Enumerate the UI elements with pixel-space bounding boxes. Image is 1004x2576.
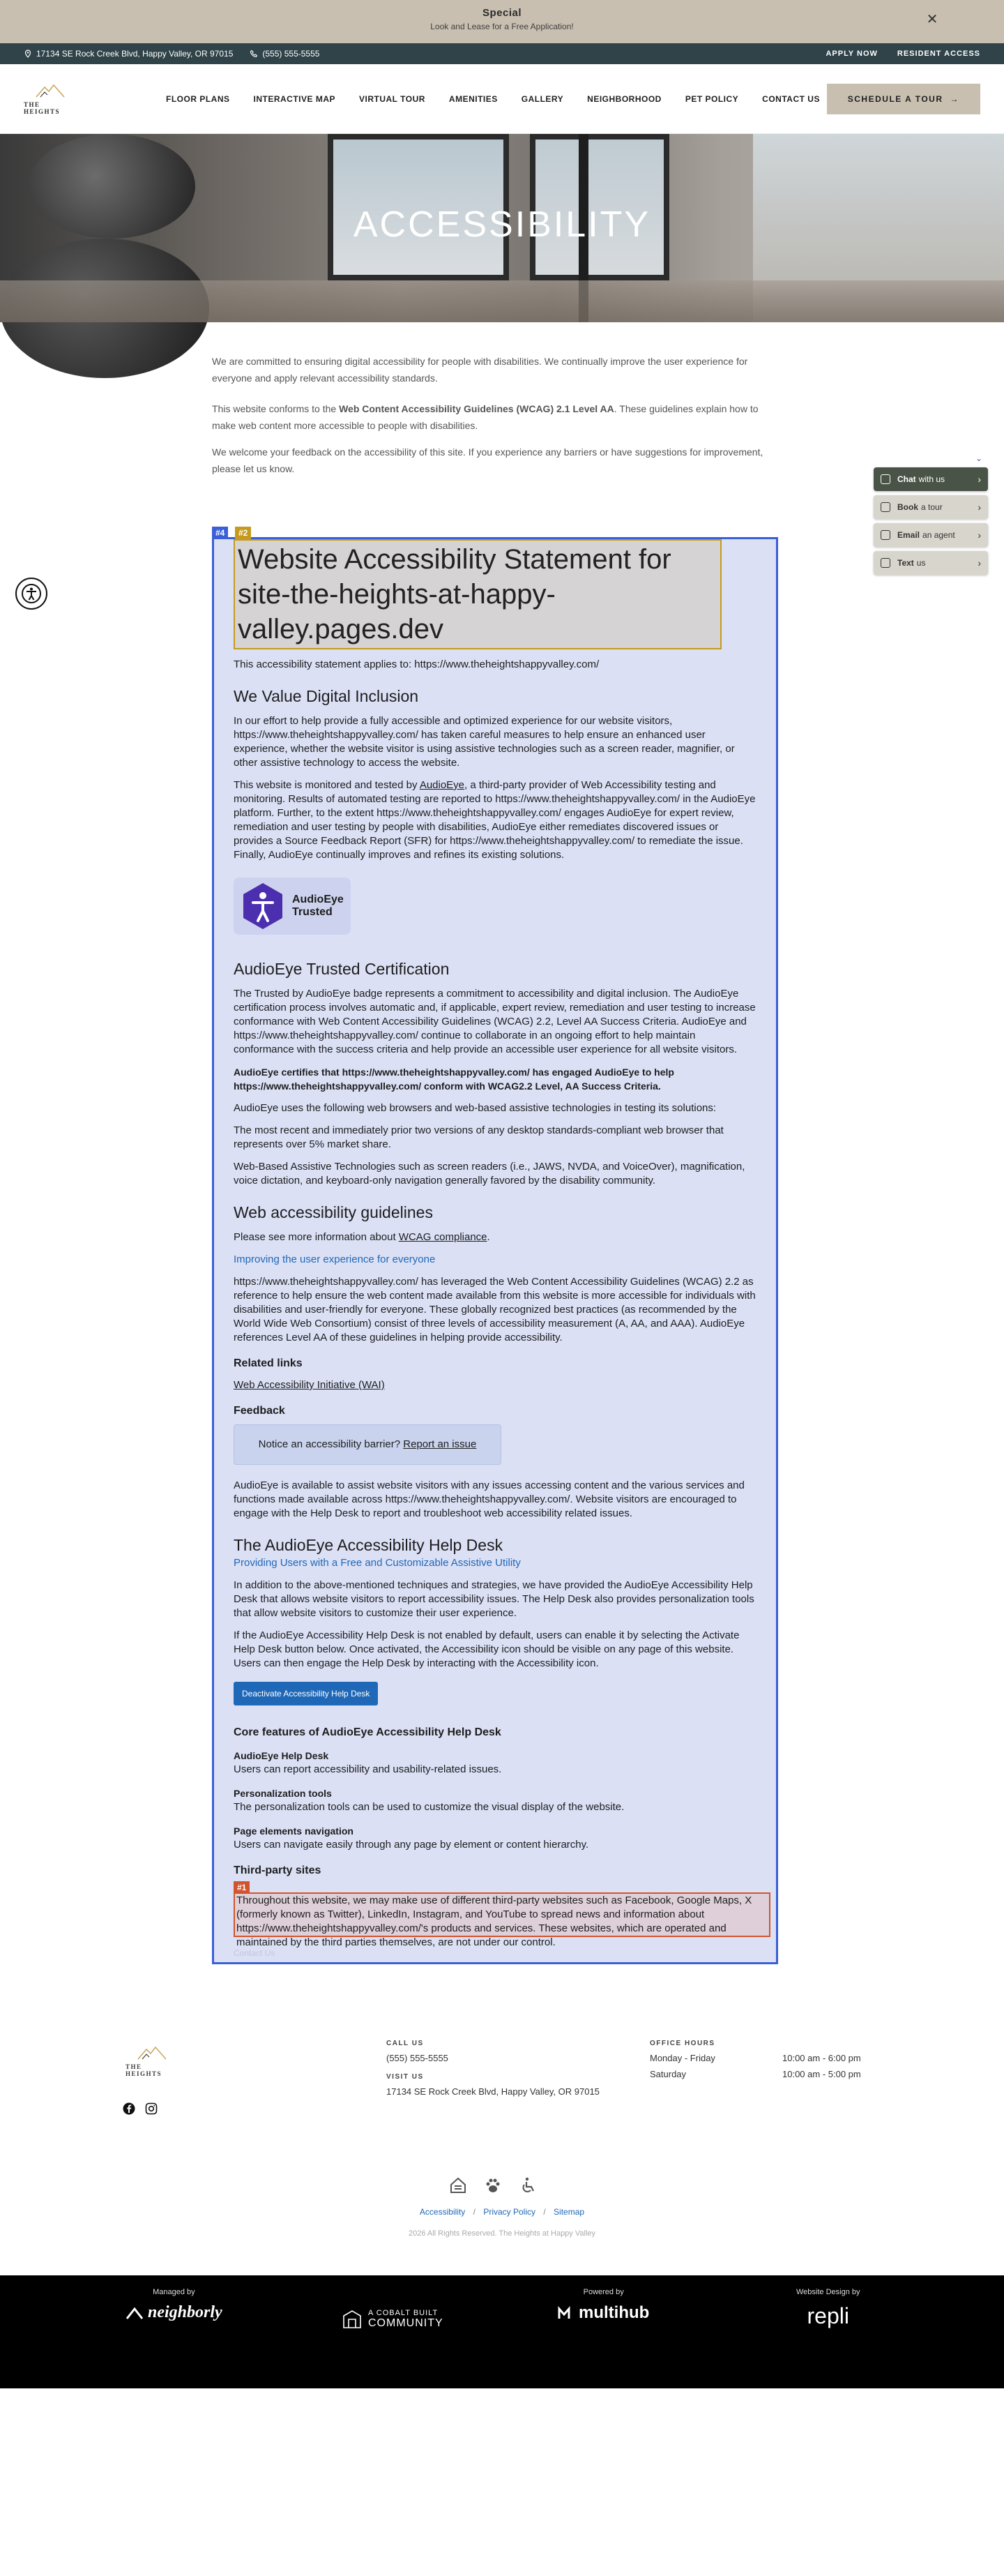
third-party-highlight <box>234 1883 770 1948</box>
repli-name: repli <box>807 2303 849 2328</box>
hours-row <box>650 2053 873 2063</box>
heading-feedback: Feedback <box>234 1405 285 1417</box>
logo-text: THE HEIGHTS <box>24 100 61 115</box>
notice-text: Notice an accessibility barrier? <box>258 1438 404 1450</box>
heading-digital-inclusion: We Value Digital Inclusion <box>234 687 419 705</box>
feature-personalization-text: The personalization tools can be used to customize the visual display of the website. <box>234 1801 625 1813</box>
phone-icon <box>250 50 258 58</box>
location-pin-icon <box>24 50 32 58</box>
arrow-right-icon: → <box>950 93 959 104</box>
email-agent-button[interactable] <box>874 523 988 547</box>
accessibility-toggle[interactable] <box>15 578 47 610</box>
monitor-text-2: , a third-party provider of Web Accessibility testing and monitoring. Results of automated testing are reported to https://www.theheightshappyvalley.com/ in the AudioEye platform. Further, to the extent https://www.theheightshappyvalley.com/ engages AudioEye for expert review, remediation and user testing by people with disabilities, AudioEye either remediates discovered issues or provides a Source Feedback Report (SFR) for https://www.theheightshappyvalley.com/ to remediate the issue. Finally, AudioEye continually improves and refines its existing solutions. <box>234 779 756 861</box>
audioeye-link[interactable]: AudioEye <box>419 779 465 791</box>
help-desk-subtitle: Providing Users with a Free and Customizable Assistive Utility <box>234 1557 521 1569</box>
announcement-subtitle: Look and Lease for a Free Application! <box>430 22 574 31</box>
call-us-heading: CALL US <box>386 2040 424 2047</box>
managed-by[interactable] <box>126 2288 222 2322</box>
nav-amenities[interactable]: AMENITIES <box>448 93 498 104</box>
footer-sitemap-link[interactable]: Sitemap <box>554 2207 585 2217</box>
third-party-paragraph: Throughout this website, we may make use of different third-party websites such as Facebook, Google Maps, X (formerly known as Twitter), LinkedIn, Instagram, and YouTube to spread news and information about https://www.theheightshappyvalley.com/'s products and services. These websites, which are operated and maintained by the third parties themselves, are not under our control. <box>236 1895 752 1948</box>
feature-help-desk-text: Users can report accessibility and usability-related issues. <box>234 1763 502 1775</box>
book-label: a tour <box>921 502 943 512</box>
enable-paragraph: If the AudioEye Accessibility Help Desk is not enabled by default, users can enable it by selecting the Activate Help Desk button below. Once activated, the Accessibility icon should be visible on any page of this website. Users can then engage the Help Desk by interacting with the Accessibility icon. <box>234 1629 740 1669</box>
instagram-icon[interactable] <box>145 2102 158 2115</box>
highlight-tag-2: #2 <box>235 527 251 539</box>
close-icon[interactable]: ✕ <box>926 12 938 27</box>
inclusion-paragraph: In our effort to help provide a fully accessible and optimized experience for our website visitors, https://www.theheightshappyvalley.com/ has taken careful measures to help ensure an enhanced user experience, whether the website visitor is using assistive technologies such as a screen reader, magnifier, or other assistive technology to access the website. <box>234 715 735 769</box>
chat-icon <box>881 474 890 484</box>
hero-banner <box>0 134 1004 322</box>
design-by[interactable] <box>796 2288 860 2329</box>
browsers-paragraph: AudioEye uses the following web browsers and web-based assistive technologies in testing its solutions: <box>234 1102 717 1114</box>
help-desk-paragraph: In addition to the above-mentioned techniques and strategies, we have provided the AudioEye Accessibility Help Desk that allows website visitors to report accessibility issues. The Help Desk also provides personalization tools that allow website visitors to customize their user experience. <box>234 1579 754 1619</box>
phone-text: (555) 555-5555 <box>262 49 320 59</box>
link-separator: / <box>473 2207 476 2217</box>
heading-guidelines: Web accessibility guidelines <box>234 1203 433 1221</box>
address-item[interactable] <box>24 49 233 59</box>
chevron-right-icon: › <box>978 502 981 513</box>
hours-day: Monday - Friday <box>650 2053 715 2063</box>
logo-mountain-icon <box>35 83 66 98</box>
footer-privacy-link[interactable]: Privacy Policy <box>483 2207 535 2217</box>
heading-trusted-cert: AudioEye Trusted Certification <box>234 960 450 978</box>
audioeye-trusted-badge[interactable] <box>234 878 351 935</box>
recent-browsers-paragraph: The most recent and immediately prior two versions of any desktop standards-compliant web browser that represents over 5% market share. <box>234 1124 724 1150</box>
chevron-down-icon[interactable]: ⌄ <box>975 453 982 463</box>
hours-time: 10:00 am - 5:00 pm <box>782 2069 861 2079</box>
multihub-logo-icon <box>558 2306 575 2320</box>
text-label: us <box>916 558 926 568</box>
conformance-text-2: . These guidelines explain how to make web content more accessible to people with disabilities. <box>212 403 759 431</box>
feature-personalization-title: Personalization tools <box>234 1788 332 1799</box>
partners-bar <box>0 2275 1004 2388</box>
leveraged-paragraph: https://www.theheightshappyvalley.com/ has leveraged the Web Content Accessibility Guidelines (WCAG) 2.2 as reference to help ensure the web content made available from this website is more accessible for individuals with disabilities and user-friendly for everyone. These globally recognized best practices (as recommended by the World Wide Web Consortium) consist of three levels of accessibility measurement (A, AA, and AAA). AudioEye references Level AA of these guidelines in helping provide accessibility. <box>234 1276 756 1343</box>
feature-navigation-title: Page elements navigation <box>234 1825 353 1837</box>
footer-phone[interactable]: (555) 555-5555 <box>386 2053 448 2063</box>
nav-contact-us[interactable]: CONTACT US <box>762 93 820 104</box>
cert-bold-paragraph: AudioEye certifies that https://www.theheightshappyvalley.com/ has engaged AudioEye to help https://www.theheightshappyvalley.com/ conform with WCAG2.2 Level, AA Success Criteria. <box>234 1067 674 1092</box>
neighborly-name: neighborly <box>148 2303 222 2321</box>
address-text: 17134 SE Rock Creek Blvd, Happy Valley, OR 97015 <box>36 49 234 59</box>
accessibility-icon <box>21 583 42 604</box>
info-bar <box>0 43 1004 64</box>
cobalt-community[interactable] <box>342 2309 443 2330</box>
footer-address[interactable]: 17134 SE Rock Creek Blvd, Happy Valley, OR 97015 <box>386 2086 600 2097</box>
cert-paragraph: The Trusted by AudioEye badge represents a commitment to accessibility and digital inclusion. The AudioEye certification process involves automatic and, if applicable, expert review, remediation and user testing to increase conformance with Web Content Accessibility Guidelines (WCAG) 2.2, Level AA Success Criteria. AudioEye and https://www.theheightshappyvalley.com/ continue to collaborate in an ongoing effort to help maintain conformance with the success criteria and help provide an accessible user experience for all website visitors. <box>234 988 756 1055</box>
multihub-name: multihub <box>579 2303 650 2322</box>
chevron-right-icon: › <box>978 529 981 541</box>
footer-accessibility-link[interactable]: Accessibility <box>419 2207 466 2217</box>
managed-by-label: Managed by <box>153 2288 195 2296</box>
hero-image-floor <box>0 280 1004 322</box>
improving-subtitle: Improving the user experience for everyone <box>234 1253 436 1265</box>
more-info-paragraph <box>234 1230 756 1244</box>
office-hours <box>650 2040 873 2085</box>
heading-third-party: Third-party sites <box>234 1865 321 1876</box>
footer-logo-text: THE HEIGHTS <box>126 2063 162 2077</box>
design-by-label: Website Design by <box>796 2288 860 2296</box>
copyright: 2026 All Rights Reserved. The Heights at Happy Valley <box>408 2229 596 2238</box>
hours-time: 10:00 am - 6:00 pm <box>782 2053 861 2063</box>
email-label: an agent <box>922 530 955 540</box>
announcement-title: Special <box>482 7 522 19</box>
highlight-tag-1: #1 <box>234 1881 250 1894</box>
office-hours-heading: OFFICE HOURS <box>650 2040 715 2047</box>
intro-paragraph-1: We are committed to ensuring digital accessibility for people with disabilities. We continually improve the user experience for everyone and apply relevant accessibility standards. <box>212 356 748 384</box>
heading-related-links: Related links <box>234 1357 303 1369</box>
accessibility-statement <box>212 528 778 1964</box>
powered-by[interactable] <box>558 2288 649 2323</box>
cobalt-name: COMMUNITY <box>368 2317 443 2329</box>
chat-label: with us <box>918 474 945 484</box>
wcag-standard: Web Content Accessibility Guidelines (WCAG) 2.1 Level AA <box>339 403 614 414</box>
feature-navigation-text: Users can navigate easily through any page by element or content hierarchy. <box>234 1839 589 1851</box>
heading-help-desk: The AudioEye Accessibility Help Desk <box>234 1536 503 1554</box>
conformance-text: This website conforms to the <box>212 403 340 414</box>
footer-logo[interactable] <box>126 2045 178 2077</box>
chevron-right-icon: › <box>978 474 981 485</box>
nav-interactive-map[interactable]: INTERACTIVE MAP <box>253 93 336 104</box>
link-separator: / <box>543 2207 546 2217</box>
report-issue-box <box>234 1424 501 1465</box>
nav-gallery[interactable]: GALLERY <box>521 93 564 104</box>
logo-mountain-icon <box>137 2045 167 2061</box>
calendar-icon <box>881 502 890 512</box>
neighborly-logo-icon <box>126 2306 144 2320</box>
statement-applies: This accessibility statement applies to: https://www.theheightshappyvalley.com/ <box>234 658 600 670</box>
nav-pet-policy[interactable]: PET POLICY <box>685 93 739 104</box>
intro-conformance <box>212 400 774 434</box>
book-tour-button[interactable] <box>874 495 988 519</box>
badge-line-1: AudioEye <box>292 894 344 905</box>
highlight-tag-4: #4 <box>212 527 228 539</box>
announcement-bar <box>0 0 1004 43</box>
wai-link[interactable]: Web Accessibility Initiative (WAI) <box>234 1379 385 1391</box>
compliance-icons <box>449 2176 537 2194</box>
deactivate-help-desk-button[interactable]: Deactivate Accessibility Help Desk <box>234 1682 378 1705</box>
more-info-period: . <box>487 1231 490 1243</box>
contact-widget <box>874 453 988 579</box>
resident-access-link[interactable]: RESIDENT ACCESS <box>897 50 980 58</box>
available-paragraph: AudioEye is available to assist website visitors with any issues accessing content and the various services and functions made available across https://www.theheightshappyvalley.com/. Website visitors are encouraged to engage with the Help Desk to report and troubleshoot web accessibility related issues. <box>234 1479 745 1519</box>
chat-button[interactable] <box>874 467 988 491</box>
visit-us-heading: VISIT US <box>386 2073 424 2081</box>
powered-by-label: Powered by <box>583 2288 624 2296</box>
equal-housing-icon <box>449 2176 467 2194</box>
page-title: ACCESSIBILITY <box>353 204 651 245</box>
apply-now-link[interactable]: APPLY NOW <box>826 50 878 58</box>
site-logo[interactable] <box>24 83 77 115</box>
nav-virtual-tour[interactable]: VIRTUAL TOUR <box>359 93 425 104</box>
facebook-icon[interactable] <box>123 2102 135 2115</box>
text-us-button[interactable] <box>874 551 988 575</box>
badge-line-2: Trusted <box>292 906 333 918</box>
assistive-tech-paragraph: Web-Based Assistive Technologies such as screen readers (i.e., JAWS, NVDA, and VoiceOver), magnification, voice dictation, and keyboard-only navigation generally favored by the disability community. <box>234 1161 745 1187</box>
chat-label-bold: Chat <box>897 474 916 484</box>
wcag-compliance-link[interactable]: WCAG compliance <box>398 1231 487 1243</box>
phone-item[interactable] <box>250 49 319 59</box>
report-issue-link[interactable]: Report an issue <box>403 1438 477 1450</box>
heading-core-features: Core features of AudioEye Accessibility Help Desk <box>234 1726 501 1738</box>
cobalt-label: A COBALT BUILT <box>368 2309 439 2317</box>
monitor-text: This website is monitored and tested by <box>234 779 420 791</box>
site-footer <box>0 2024 1004 2247</box>
building-icon <box>342 2309 363 2330</box>
contact-us-link[interactable]: Contact Us <box>234 1948 275 1958</box>
email-icon <box>881 530 890 540</box>
chevron-right-icon: › <box>978 557 981 568</box>
audioeye-accessibility-icon <box>241 882 285 931</box>
footer-links <box>0 2207 1004 2217</box>
feature-help-desk-title: AudioEye Help Desk <box>234 1750 329 1761</box>
monitor-paragraph <box>234 778 756 862</box>
footer-contact <box>386 2040 600 2107</box>
pet-friendly-icon <box>484 2176 502 2194</box>
intro-paragraph-3: We welcome your feedback on the accessibility of this site. If you experience any barriers or have suggestions for improvement, please let us know. <box>212 446 763 474</box>
schedule-tour-label: SCHEDULE A TOUR <box>847 93 943 104</box>
statement-title: Website Accessibility Statement for site-the-heights-at-happy-valley.pages.dev <box>234 539 722 649</box>
nav-floor-plans[interactable]: FLOOR PLANS <box>166 93 230 104</box>
site-header <box>0 64 1004 134</box>
more-info-text: Please see more information about <box>234 1231 399 1243</box>
sms-icon <box>881 558 890 568</box>
text-label-bold: Text <box>897 558 914 568</box>
intro-section <box>212 353 774 477</box>
hours-row <box>650 2069 873 2079</box>
nav-neighborhood[interactable]: NEIGHBORHOOD <box>587 93 662 104</box>
schedule-tour-button[interactable] <box>827 84 980 114</box>
social-links <box>123 2102 158 2115</box>
wheelchair-icon <box>519 2176 537 2194</box>
main-nav <box>166 94 820 104</box>
book-label-bold: Book <box>897 502 918 512</box>
email-label-bold: Email <box>897 530 920 540</box>
hours-day: Saturday <box>650 2069 687 2079</box>
